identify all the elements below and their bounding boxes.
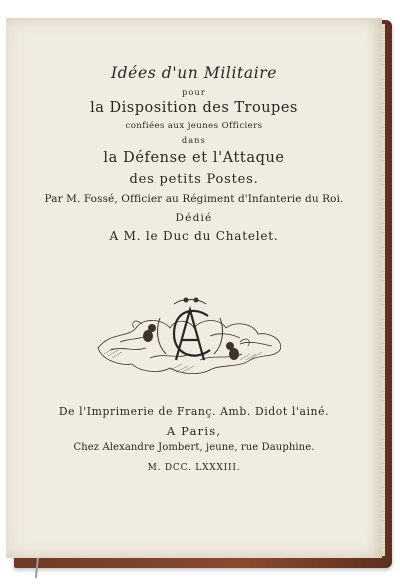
title-line-1: Idées d'un Militaire <box>110 64 278 82</box>
engraved-monogram-vignette-icon <box>90 288 290 388</box>
title-line-7: des petits Postes. <box>129 172 259 187</box>
imprint-line-1: De l'Imprimerie de Franç. Amb. Didot l'ainé. <box>58 405 330 418</box>
imprint-line-2: A Paris, <box>166 424 222 438</box>
title-line-2: pour <box>182 88 206 97</box>
imprint-date: M. DCC. LXXXIII. <box>147 463 241 473</box>
dedication-label: Dédié <box>175 212 213 224</box>
title-line-5: dans <box>182 136 206 145</box>
author-line: Par M. Fossé, Officier au Régiment d'Infanterie du Roi. <box>44 193 344 205</box>
title-line-6: la Défense et l'Attaque <box>103 150 285 166</box>
imprint-line-3: Chez Alexandre Jombert, jeune, rue Dauphine. <box>73 442 315 453</box>
title-line-4: confiées aux jeunes Officiers <box>125 121 263 131</box>
title-line-3: la Disposition des Troupes <box>90 100 298 116</box>
dedication-to: A M. le Duc du Chatelet. <box>109 229 279 243</box>
